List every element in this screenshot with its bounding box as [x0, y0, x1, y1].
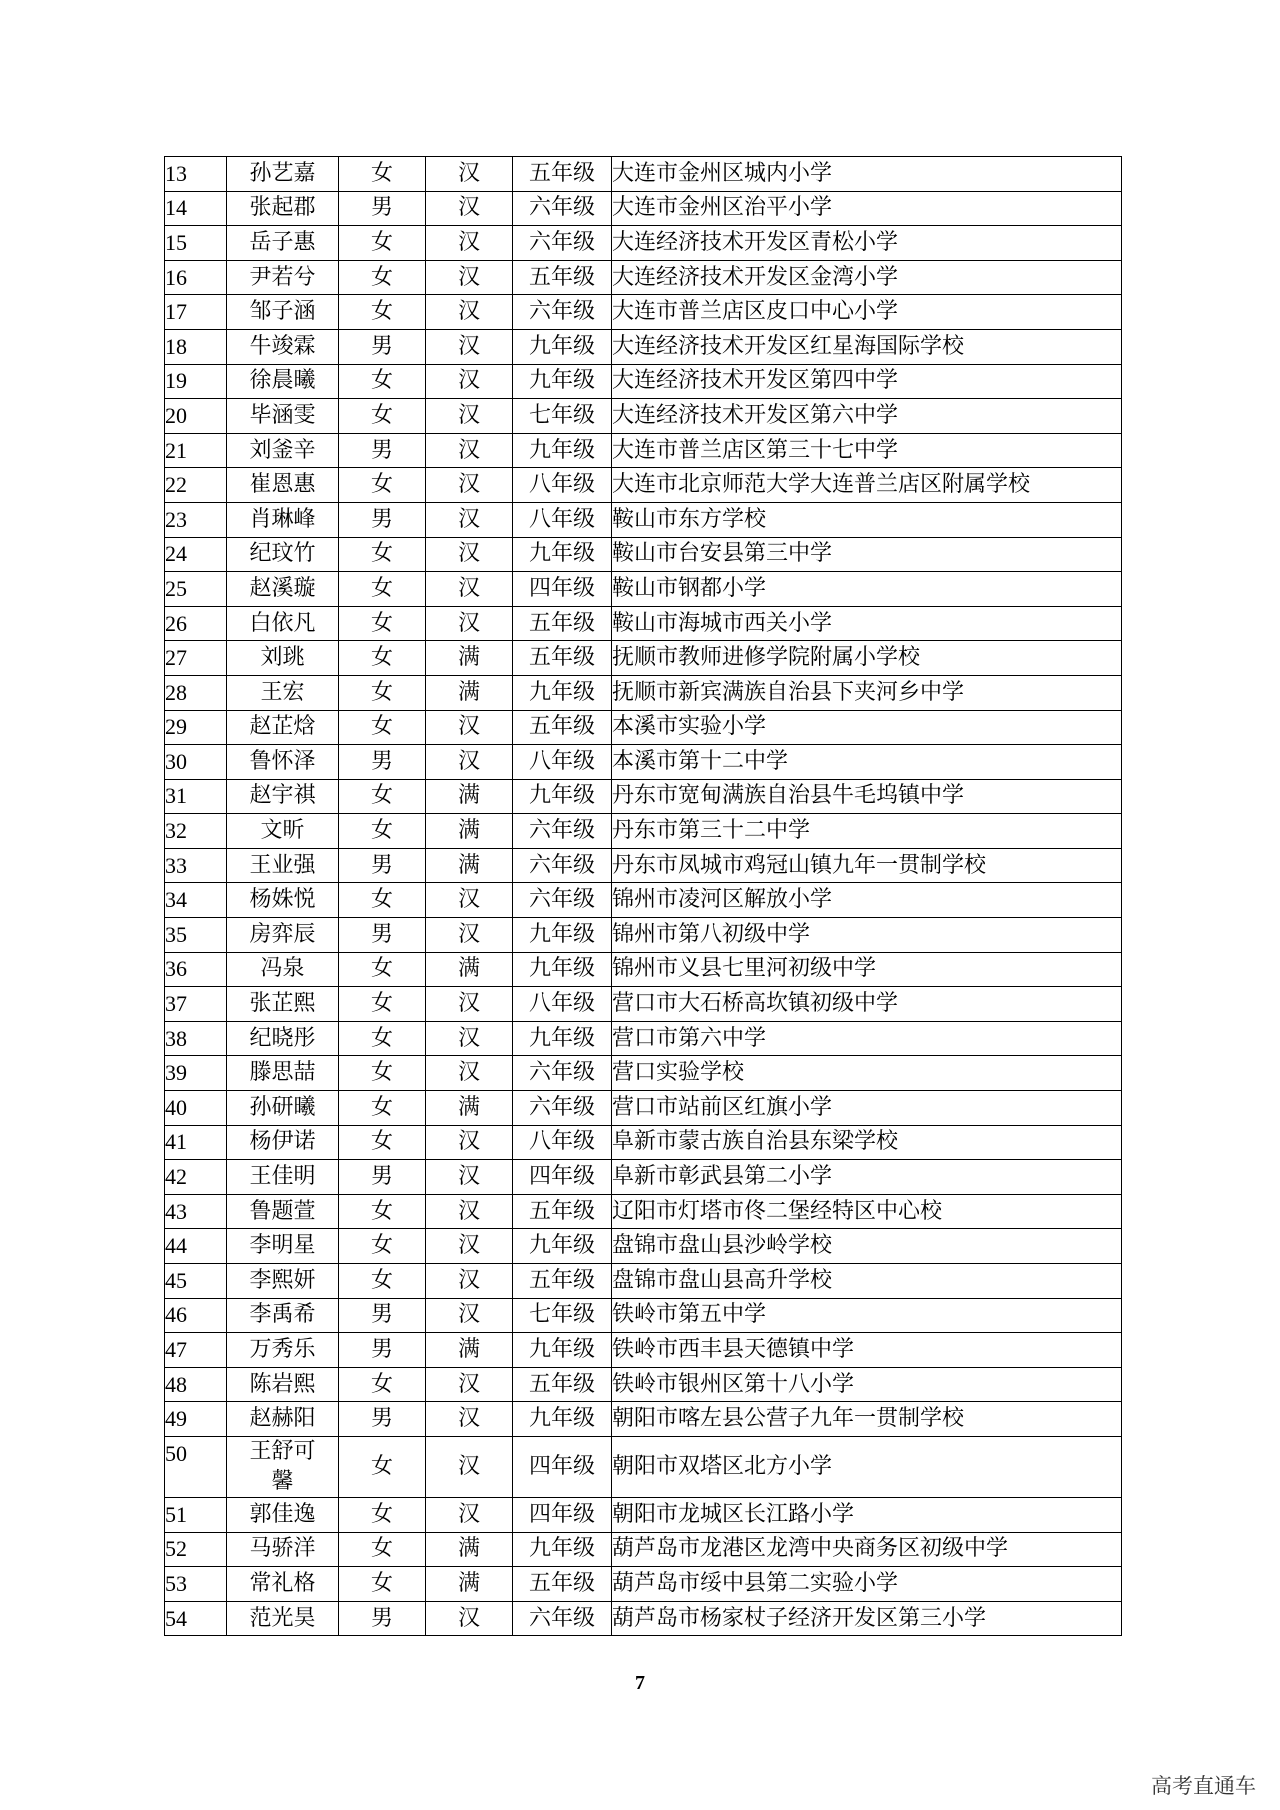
watermark-text: 高考直通车 [1151, 1774, 1256, 1798]
cell-school: 营口市站前区红旗小学 [612, 1091, 1122, 1126]
cell-name: 赵芷焓 [227, 710, 339, 745]
table-row [165, 779, 1122, 814]
cell-school: 朝阳市喀左县公营子九年一贯制学校 [612, 1402, 1122, 1437]
cell-grade: 五年级 [513, 260, 612, 295]
table-row [165, 157, 1122, 192]
cell-name: 鲁题萱 [227, 1194, 339, 1229]
cell-school: 辽阳市灯塔市佟二堡经特区中心校 [612, 1194, 1122, 1229]
cell-sex: 男 [339, 433, 426, 468]
cell-ethnicity: 汉 [426, 745, 513, 780]
cell-number: 33 [165, 848, 227, 883]
cell-sex: 女 [339, 468, 426, 503]
cell-ethnicity: 汉 [426, 1056, 513, 1091]
table-row [165, 883, 1122, 918]
cell-number: 20 [165, 399, 227, 434]
cell-grade: 五年级 [513, 1367, 612, 1402]
cell-school: 大连经济技术开发区红星海国际学校 [612, 329, 1122, 364]
cell-ethnicity: 满 [426, 1091, 513, 1126]
cell-grade: 九年级 [513, 779, 612, 814]
cell-grade: 八年级 [513, 502, 612, 537]
table-row [165, 1367, 1122, 1402]
table-row [165, 1091, 1122, 1126]
cell-name: 杨伊诺 [227, 1125, 339, 1160]
cell-sex: 女 [339, 779, 426, 814]
table-row [165, 364, 1122, 399]
cell-school: 抚顺市教师进修学院附属小学校 [612, 641, 1122, 676]
cell-grade: 四年级 [513, 572, 612, 607]
cell-sex: 女 [339, 1056, 426, 1091]
cell-grade: 五年级 [513, 641, 612, 676]
cell-ethnicity: 汉 [426, 883, 513, 918]
cell-name: 李禹希 [227, 1298, 339, 1333]
cell-name: 毕涵雯 [227, 399, 339, 434]
cell-name: 冯泉 [227, 952, 339, 987]
cell-grade: 六年级 [513, 883, 612, 918]
cell-name: 常礼格 [227, 1567, 339, 1602]
cell-number: 46 [165, 1298, 227, 1333]
table-row [165, 1160, 1122, 1195]
cell-name: 尹若兮 [227, 260, 339, 295]
cell-name: 万秀乐 [227, 1333, 339, 1368]
cell-grade: 九年级 [513, 1532, 612, 1567]
cell-sex: 女 [339, 364, 426, 399]
cell-grade: 九年级 [513, 675, 612, 710]
cell-school: 大连市金州区城内小学 [612, 157, 1122, 192]
cell-sex: 女 [339, 987, 426, 1022]
page-number: 7 [635, 1672, 645, 1694]
cell-grade: 六年级 [513, 1091, 612, 1126]
cell-number: 54 [165, 1601, 227, 1636]
cell-grade: 九年级 [513, 329, 612, 364]
cell-grade: 五年级 [513, 1567, 612, 1602]
cell-number: 21 [165, 433, 227, 468]
cell-ethnicity: 汉 [426, 1125, 513, 1160]
cell-name: 房弈辰 [227, 918, 339, 953]
cell-grade: 六年级 [513, 191, 612, 226]
cell-number: 52 [165, 1532, 227, 1567]
table-row [165, 606, 1122, 641]
cell-school: 丹东市凤城市鸡冠山镇九年一贯制学校 [612, 848, 1122, 883]
cell-name: 陈岩熙 [227, 1367, 339, 1402]
cell-ethnicity: 汉 [426, 918, 513, 953]
cell-number: 43 [165, 1194, 227, 1229]
cell-sex: 女 [339, 710, 426, 745]
cell-number: 53 [165, 1567, 227, 1602]
cell-number: 39 [165, 1056, 227, 1091]
table-row [165, 433, 1122, 468]
cell-grade: 九年级 [513, 364, 612, 399]
cell-sex: 女 [339, 226, 426, 261]
cell-ethnicity: 汉 [426, 572, 513, 607]
cell-number: 17 [165, 295, 227, 330]
cell-grade: 五年级 [513, 1194, 612, 1229]
table-row [165, 952, 1122, 987]
cell-ethnicity: 汉 [426, 157, 513, 192]
cell-school: 丹东市第三十二中学 [612, 814, 1122, 849]
cell-sex: 男 [339, 502, 426, 537]
cell-grade: 六年级 [513, 814, 612, 849]
cell-number: 45 [165, 1264, 227, 1299]
cell-ethnicity: 汉 [426, 295, 513, 330]
cell-grade: 五年级 [513, 157, 612, 192]
table-row [165, 502, 1122, 537]
cell-name: 滕思喆 [227, 1056, 339, 1091]
cell-grade: 五年级 [513, 710, 612, 745]
cell-ethnicity: 汉 [426, 260, 513, 295]
cell-sex: 男 [339, 848, 426, 883]
cell-school: 铁岭市西丰县天德镇中学 [612, 1333, 1122, 1368]
cell-ethnicity: 汉 [426, 1367, 513, 1402]
table-row [165, 295, 1122, 330]
cell-number: 18 [165, 329, 227, 364]
cell-number: 49 [165, 1402, 227, 1437]
cell-sex: 女 [339, 1497, 426, 1532]
cell-ethnicity: 汉 [426, 537, 513, 572]
cell-grade: 九年级 [513, 1402, 612, 1437]
cell-grade: 八年级 [513, 745, 612, 780]
table-row [165, 1436, 1122, 1497]
table-row [165, 1229, 1122, 1264]
cell-grade: 六年级 [513, 1056, 612, 1091]
cell-sex: 女 [339, 295, 426, 330]
cell-school: 锦州市第八初级中学 [612, 918, 1122, 953]
cell-sex: 男 [339, 191, 426, 226]
cell-ethnicity: 汉 [426, 1229, 513, 1264]
table-row [165, 745, 1122, 780]
cell-name: 纪晓彤 [227, 1021, 339, 1056]
cell-number: 48 [165, 1367, 227, 1402]
cell-school: 鞍山市海城市西关小学 [612, 606, 1122, 641]
cell-ethnicity: 汉 [426, 606, 513, 641]
cell-ethnicity: 满 [426, 1532, 513, 1567]
cell-name: 张芷熙 [227, 987, 339, 1022]
cell-grade: 六年级 [513, 226, 612, 261]
cell-school: 大连市普兰店区皮口中心小学 [612, 295, 1122, 330]
cell-sex: 男 [339, 745, 426, 780]
cell-sex: 女 [339, 883, 426, 918]
cell-ethnicity: 汉 [426, 1194, 513, 1229]
cell-school: 葫芦岛市绥中县第二实验小学 [612, 1567, 1122, 1602]
cell-school: 锦州市义县七里河初级中学 [612, 952, 1122, 987]
cell-school: 大连经济技术开发区第四中学 [612, 364, 1122, 399]
cell-number: 47 [165, 1333, 227, 1368]
cell-school: 鞍山市台安县第三中学 [612, 537, 1122, 572]
cell-sex: 女 [339, 572, 426, 607]
cell-number: 31 [165, 779, 227, 814]
cell-ethnicity: 汉 [426, 433, 513, 468]
cell-number: 14 [165, 191, 227, 226]
cell-school: 大连经济技术开发区第六中学 [612, 399, 1122, 434]
cell-number: 24 [165, 537, 227, 572]
table-row [165, 399, 1122, 434]
table-row [165, 675, 1122, 710]
cell-school: 葫芦岛市杨家杖子经济开发区第三小学 [612, 1601, 1122, 1636]
cell-sex: 女 [339, 1567, 426, 1602]
table-row [165, 641, 1122, 676]
table-row [165, 848, 1122, 883]
cell-name: 王佳明 [227, 1160, 339, 1195]
cell-grade: 四年级 [513, 1160, 612, 1195]
table-row [165, 1298, 1122, 1333]
cell-name: 张起郡 [227, 191, 339, 226]
cell-name: 刘釜辛 [227, 433, 339, 468]
cell-school: 本溪市第十二中学 [612, 745, 1122, 780]
table-row [165, 1021, 1122, 1056]
cell-number: 32 [165, 814, 227, 849]
cell-number: 13 [165, 157, 227, 192]
cell-ethnicity: 汉 [426, 1601, 513, 1636]
cell-grade: 四年级 [513, 1436, 612, 1497]
cell-name: 邹子涵 [227, 295, 339, 330]
cell-number: 51 [165, 1497, 227, 1532]
cell-number: 26 [165, 606, 227, 641]
cell-number: 50 [165, 1436, 227, 1497]
cell-ethnicity: 汉 [426, 364, 513, 399]
cell-school: 营口市第六中学 [612, 1021, 1122, 1056]
cell-sex: 女 [339, 399, 426, 434]
cell-number: 34 [165, 883, 227, 918]
cell-grade: 九年级 [513, 537, 612, 572]
cell-sex: 女 [339, 1125, 426, 1160]
table-row [165, 537, 1122, 572]
table-row [165, 1264, 1122, 1299]
cell-grade: 九年级 [513, 952, 612, 987]
cell-grade: 八年级 [513, 468, 612, 503]
cell-school: 抚顺市新宾满族自治县下夹河乡中学 [612, 675, 1122, 710]
cell-name: 赵溪璇 [227, 572, 339, 607]
cell-name: 徐晨曦 [227, 364, 339, 399]
cell-number: 19 [165, 364, 227, 399]
cell-school: 盘锦市盘山县高升学校 [612, 1264, 1122, 1299]
cell-grade: 九年级 [513, 918, 612, 953]
cell-number: 35 [165, 918, 227, 953]
cell-name: 李明星 [227, 1229, 339, 1264]
cell-ethnicity: 满 [426, 641, 513, 676]
cell-name: 赵赫阳 [227, 1402, 339, 1437]
cell-sex: 女 [339, 1091, 426, 1126]
cell-sex: 男 [339, 1298, 426, 1333]
cell-sex: 男 [339, 329, 426, 364]
cell-ethnicity: 汉 [426, 468, 513, 503]
cell-ethnicity: 满 [426, 1333, 513, 1368]
cell-school: 锦州市凌河区解放小学 [612, 883, 1122, 918]
table-row [165, 1056, 1122, 1091]
cell-ethnicity: 汉 [426, 1298, 513, 1333]
table-row [165, 329, 1122, 364]
cell-ethnicity: 汉 [426, 987, 513, 1022]
table-row [165, 1194, 1122, 1229]
cell-number: 28 [165, 675, 227, 710]
cell-name: 孙研曦 [227, 1091, 339, 1126]
cell-grade: 五年级 [513, 1264, 612, 1299]
cell-number: 22 [165, 468, 227, 503]
cell-number: 44 [165, 1229, 227, 1264]
cell-grade: 五年级 [513, 606, 612, 641]
cell-sex: 女 [339, 1264, 426, 1299]
cell-ethnicity: 汉 [426, 399, 513, 434]
table-row [165, 191, 1122, 226]
cell-grade: 八年级 [513, 987, 612, 1022]
cell-name: 刘珧 [227, 641, 339, 676]
cell-ethnicity: 汉 [426, 226, 513, 261]
table-row [165, 468, 1122, 503]
cell-grade: 九年级 [513, 433, 612, 468]
cell-name: 王舒可馨 [227, 1436, 339, 1497]
cell-sex: 女 [339, 641, 426, 676]
cell-name: 鲁怀泽 [227, 745, 339, 780]
cell-number: 30 [165, 745, 227, 780]
cell-school: 葫芦岛市龙港区龙湾中央商务区初级中学 [612, 1532, 1122, 1567]
cell-name: 白依凡 [227, 606, 339, 641]
cell-school: 鞍山市钢都小学 [612, 572, 1122, 607]
cell-sex: 男 [339, 1160, 426, 1195]
table-row [165, 1532, 1122, 1567]
cell-sex: 女 [339, 606, 426, 641]
cell-sex: 女 [339, 1367, 426, 1402]
cell-school: 铁岭市银州区第十八小学 [612, 1367, 1122, 1402]
cell-ethnicity: 汉 [426, 1497, 513, 1532]
table-row [165, 260, 1122, 295]
table-row [165, 1125, 1122, 1160]
cell-sex: 男 [339, 1601, 426, 1636]
cell-ethnicity: 汉 [426, 1402, 513, 1437]
roster-body [165, 157, 1122, 1636]
cell-ethnicity: 汉 [426, 329, 513, 364]
cell-name: 李熙妍 [227, 1264, 339, 1299]
student-roster-table [164, 156, 1122, 1636]
cell-name: 文昕 [227, 814, 339, 849]
table-row [165, 572, 1122, 607]
cell-sex: 男 [339, 918, 426, 953]
cell-ethnicity: 汉 [426, 502, 513, 537]
cell-grade: 九年级 [513, 1333, 612, 1368]
cell-ethnicity: 汉 [426, 1021, 513, 1056]
cell-ethnicity: 汉 [426, 710, 513, 745]
table-row [165, 987, 1122, 1022]
cell-name: 赵宇祺 [227, 779, 339, 814]
cell-number: 41 [165, 1125, 227, 1160]
cell-name: 郭佳逸 [227, 1497, 339, 1532]
cell-school: 铁岭市第五中学 [612, 1298, 1122, 1333]
cell-name: 马骄洋 [227, 1532, 339, 1567]
cell-sex: 女 [339, 952, 426, 987]
cell-school: 朝阳市龙城区长江路小学 [612, 1497, 1122, 1532]
cell-ethnicity: 满 [426, 952, 513, 987]
cell-sex: 女 [339, 537, 426, 572]
cell-name: 王宏 [227, 675, 339, 710]
cell-school: 丹东市宽甸满族自治县牛毛坞镇中学 [612, 779, 1122, 814]
cell-number: 25 [165, 572, 227, 607]
cell-name: 杨姝悦 [227, 883, 339, 918]
table-row [165, 1497, 1122, 1532]
cell-sex: 女 [339, 157, 426, 192]
cell-sex: 女 [339, 1021, 426, 1056]
cell-number: 38 [165, 1021, 227, 1056]
cell-ethnicity: 汉 [426, 191, 513, 226]
table-row [165, 710, 1122, 745]
cell-sex: 女 [339, 1532, 426, 1567]
cell-grade: 九年级 [513, 1229, 612, 1264]
cell-school: 阜新市彰武县第二小学 [612, 1160, 1122, 1195]
cell-ethnicity: 汉 [426, 1160, 513, 1195]
cell-sex: 女 [339, 814, 426, 849]
cell-number: 29 [165, 710, 227, 745]
cell-number: 27 [165, 641, 227, 676]
cell-school: 大连市普兰店区第三十七中学 [612, 433, 1122, 468]
cell-ethnicity: 满 [426, 779, 513, 814]
cell-school: 本溪市实验小学 [612, 710, 1122, 745]
cell-sex: 男 [339, 1333, 426, 1368]
cell-grade: 六年级 [513, 848, 612, 883]
cell-school: 鞍山市东方学校 [612, 502, 1122, 537]
cell-school: 营口实验学校 [612, 1056, 1122, 1091]
table-row [165, 1402, 1122, 1437]
cell-school: 朝阳市双塔区北方小学 [612, 1436, 1122, 1497]
cell-name: 肖琳峰 [227, 502, 339, 537]
cell-name: 岳子惠 [227, 226, 339, 261]
table-row [165, 918, 1122, 953]
cell-grade: 九年级 [513, 1021, 612, 1056]
cell-sex: 女 [339, 260, 426, 295]
cell-ethnicity: 满 [426, 814, 513, 849]
cell-name: 王业强 [227, 848, 339, 883]
cell-grade: 七年级 [513, 399, 612, 434]
cell-grade: 六年级 [513, 1601, 612, 1636]
cell-sex: 女 [339, 675, 426, 710]
cell-sex: 女 [339, 1229, 426, 1264]
cell-school: 大连经济技术开发区青松小学 [612, 226, 1122, 261]
cell-number: 23 [165, 502, 227, 537]
table-row [165, 226, 1122, 261]
cell-sex: 男 [339, 1402, 426, 1437]
table-row [165, 1601, 1122, 1636]
table-row [165, 1567, 1122, 1602]
cell-ethnicity: 满 [426, 1567, 513, 1602]
cell-name: 崔恩惠 [227, 468, 339, 503]
cell-number: 37 [165, 987, 227, 1022]
cell-number: 15 [165, 226, 227, 261]
cell-ethnicity: 满 [426, 675, 513, 710]
cell-school: 大连市北京师范大学大连普兰店区附属学校 [612, 468, 1122, 503]
cell-sex: 女 [339, 1436, 426, 1497]
table-row [165, 814, 1122, 849]
cell-number: 40 [165, 1091, 227, 1126]
cell-number: 42 [165, 1160, 227, 1195]
cell-name: 纪玟竹 [227, 537, 339, 572]
cell-grade: 四年级 [513, 1497, 612, 1532]
cell-grade: 六年级 [513, 295, 612, 330]
table-row [165, 1333, 1122, 1368]
cell-grade: 八年级 [513, 1125, 612, 1160]
cell-number: 16 [165, 260, 227, 295]
cell-name: 牛竣霖 [227, 329, 339, 364]
cell-school: 大连经济技术开发区金湾小学 [612, 260, 1122, 295]
cell-school: 营口市大石桥高坎镇初级中学 [612, 987, 1122, 1022]
cell-school: 盘锦市盘山县沙岭学校 [612, 1229, 1122, 1264]
cell-name: 孙艺嘉 [227, 157, 339, 192]
cell-school: 大连市金州区治平小学 [612, 191, 1122, 226]
cell-grade: 七年级 [513, 1298, 612, 1333]
cell-name: 范光昊 [227, 1601, 339, 1636]
cell-ethnicity: 汉 [426, 1436, 513, 1497]
cell-ethnicity: 满 [426, 848, 513, 883]
cell-school: 阜新市蒙古族自治县东梁学校 [612, 1125, 1122, 1160]
cell-sex: 女 [339, 1194, 426, 1229]
cell-ethnicity: 汉 [426, 1264, 513, 1299]
cell-number: 36 [165, 952, 227, 987]
